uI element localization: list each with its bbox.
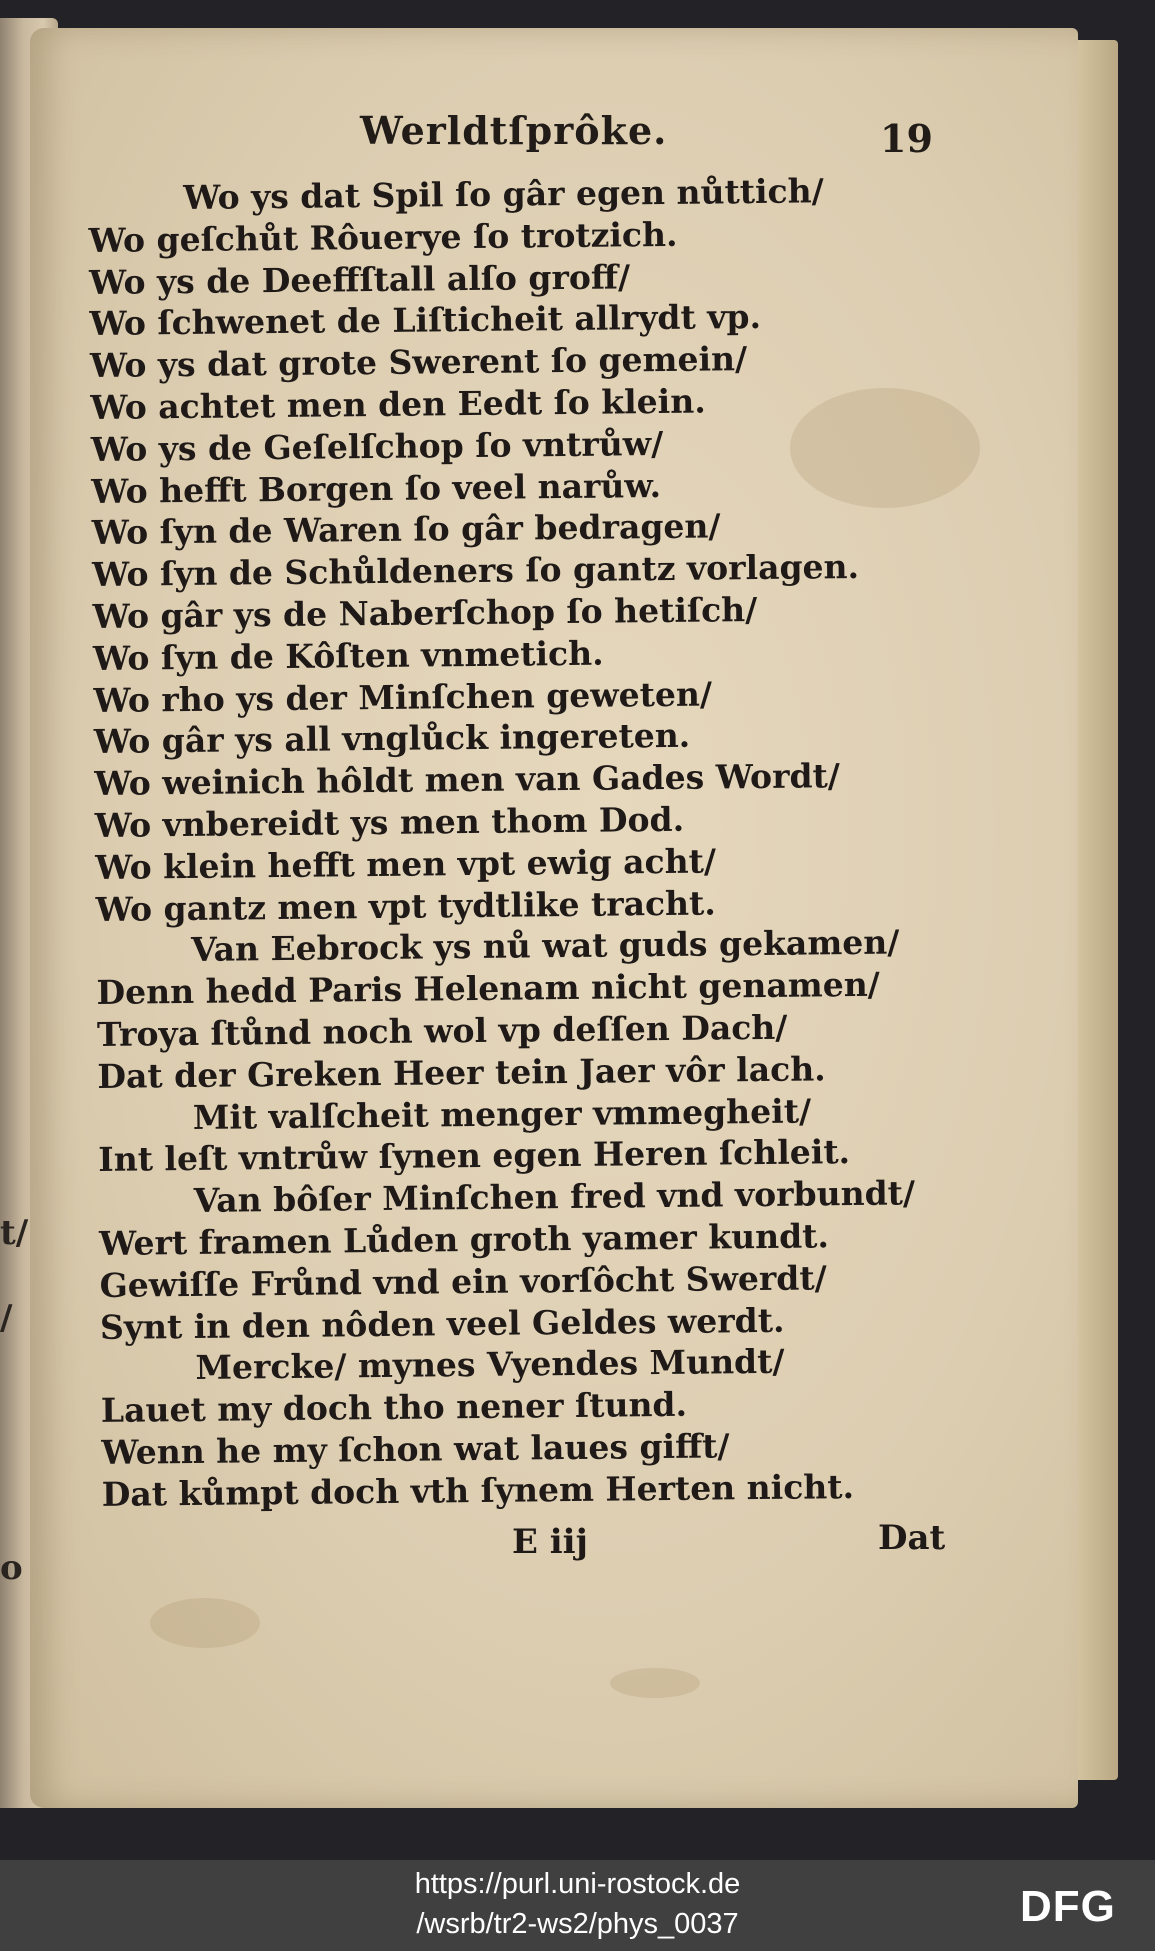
text-line: Wo gâr ys all vnglůck ingereten. (93, 716, 691, 762)
text-line: Wo gâr ys de Naberſchop ſo hetiſch/ (92, 589, 758, 636)
text-line: Wo ſyn de Schůldeners ſo gantz vorlagen. (91, 547, 860, 595)
previous-page-fragment: / (0, 1298, 13, 1338)
text-line: Int leſt vntrůw ſynen egen Heren ſchleit. (98, 1132, 851, 1180)
stain (610, 1668, 700, 1698)
text-line: Troya ſtůnd noch wol vp deſſen Dach/ (96, 1007, 788, 1054)
text-line: Wo geſchůt Rôuerye ſo trotzich. (88, 214, 678, 260)
text-line: Wo achtet men den Eedt ſo klein. (90, 381, 706, 427)
text-line: Wo weinich hôldt men van Gades Wordt/ (94, 756, 841, 804)
text-line: Wenn he my ſchon wat laues gifft/ (101, 1426, 730, 1472)
text-line: Wo hefft Borgen ſo veel narůw. (91, 465, 662, 511)
previous-page-fragment: t/ (0, 1213, 29, 1253)
stain (150, 1598, 260, 1648)
text-line: Synt in den nôden veel Geldes werdt. (99, 1300, 785, 1347)
catchword: Dat (878, 1518, 946, 1558)
text-line: Mercke/ mynes Vyendes Mundt/ (195, 1342, 785, 1388)
text-line: Van Eebrock ys nů wat guds gekamen/ (190, 922, 900, 970)
text-line: Wo ys dat grote Swerent ſo gemein/ (89, 339, 748, 386)
text-line: Denn hedd Paris Helenam nicht genamen/ (96, 964, 880, 1013)
text-line: Wo klein hefft men vpt ewig acht/ (95, 841, 717, 887)
previous-page-fragment: o (0, 1548, 23, 1588)
dfg-logo: DFG (1020, 1882, 1116, 1931)
text-line: Wo ſyn de Kôſten vnmetich. (92, 633, 604, 678)
text-line: Wo vnbereidt ys men thom Dod. (94, 799, 685, 845)
text-line: Dat kůmpt doch vth ſynem Herten nicht. (101, 1466, 855, 1514)
running-head: Werldtſprôke. (360, 108, 668, 153)
text-line: Wo ys de Geſelſchop ſo vntrůw/ (90, 423, 664, 469)
text-line: Wert framen Lůden groth yamer kundt. (98, 1216, 830, 1263)
permalink-url-line-1[interactable]: https://purl.uni-rostock.de (414, 1868, 741, 1900)
text-line: Gewiſſe Frůnd vnd ein vorſôcht Swerdt/ (99, 1258, 827, 1305)
text-line: Mit valſcheit menger vmmegheit/ (192, 1091, 812, 1137)
text-line: Wo ſchwenet de Liſticheit allrydt vp. (89, 297, 762, 344)
text-line: Wo gantz men vpt tydtlike tracht. (95, 883, 716, 929)
footer-bar (0, 1860, 1155, 1951)
verse-text-block (88, 169, 1002, 1516)
text-line: Van bôſer Minſchen fred vnd vorbundt/ (193, 1173, 916, 1221)
text-line: Wo ys de Deeffſtall alſo groff/ (88, 256, 631, 302)
text-line: Lauet my doch tho nener ſtund. (100, 1384, 688, 1431)
permalink-url-line-2[interactable]: /wsrb/tr2-ws2/phys_0037 (416, 1908, 739, 1940)
text-line: Dat der Greken Heer tein Jaer vôr lach. (97, 1049, 826, 1096)
text-line: Wo ys dat Spil ſo gâr egen nůttich/ (183, 171, 824, 218)
text-line: Wo ſyn de Waren ſo gâr bedragen/ (91, 506, 721, 553)
page-number: 19 (880, 116, 933, 161)
text-line: Wo rho ys der Minſchen geweten/ (93, 674, 713, 720)
signature-mark: E iij (512, 1522, 588, 1562)
